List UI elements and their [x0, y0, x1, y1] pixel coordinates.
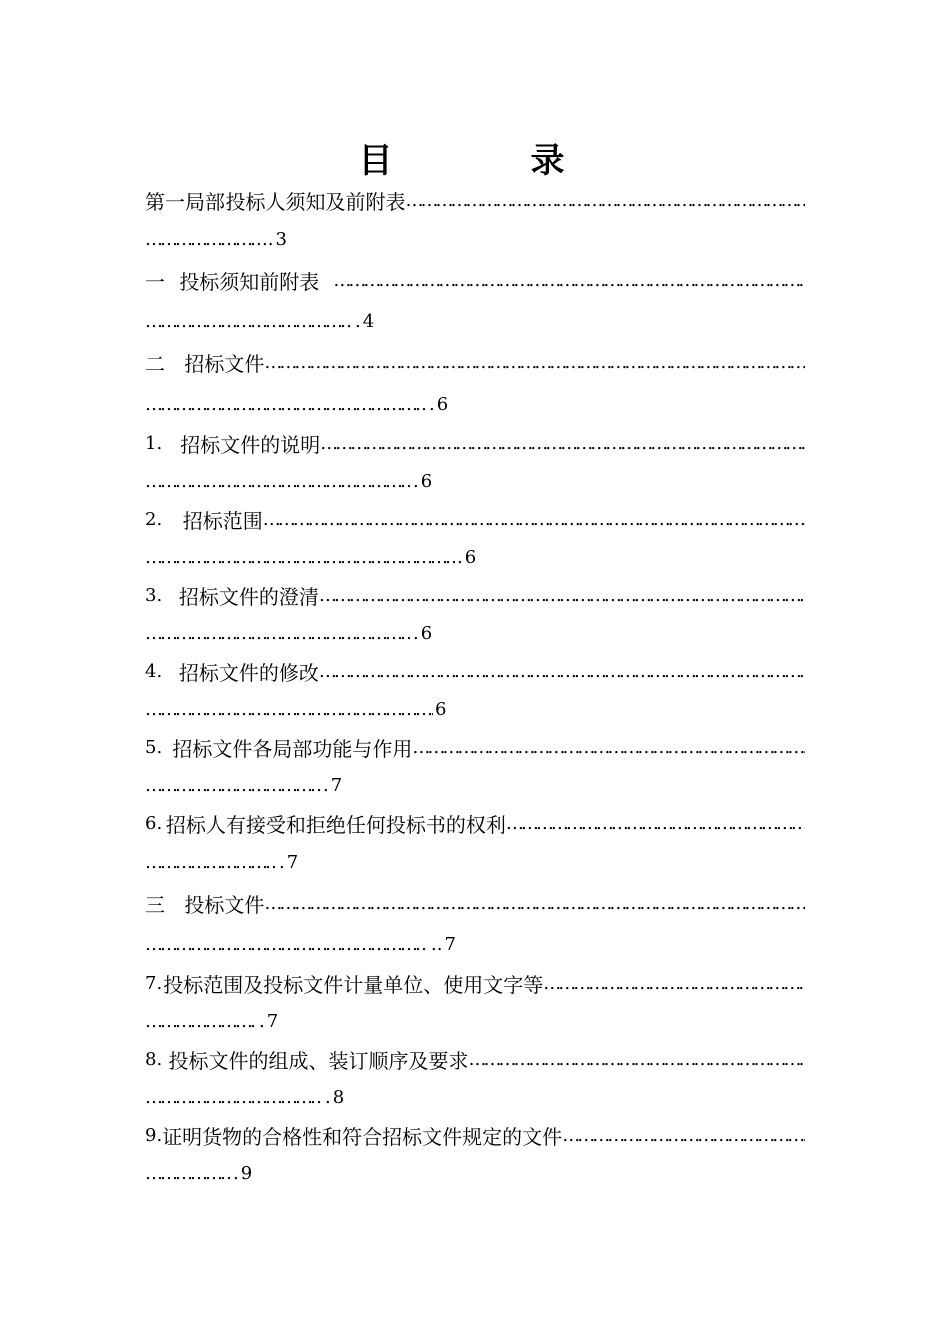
- dot-leader: [264, 352, 805, 373]
- toc-entry-label: 招标文件的说明: [180, 432, 321, 457]
- dot-leader: [145, 934, 429, 955]
- toc-page-number: 9: [240, 1162, 253, 1184]
- toc-page-number: 7: [286, 851, 299, 873]
- toc-entry[interactable]: [145, 1040, 805, 1116]
- toc-leader-tail: ..: [431, 933, 443, 955]
- toc-entry[interactable]: [145, 964, 805, 1040]
- toc-entry[interactable]: [145, 424, 805, 500]
- toc-leader-tail: .: [233, 1162, 239, 1184]
- page-title: 目 录: [358, 141, 617, 181]
- toc-page-number: 6: [436, 393, 449, 415]
- toc-leader-tail: .: [279, 851, 285, 873]
- dot-leader: [145, 394, 427, 415]
- toc-page-number: 7: [266, 1010, 279, 1032]
- toc-leader-tail: .: [259, 1010, 265, 1032]
- toc-page-number: 6: [435, 698, 447, 720]
- dot-leader: [145, 1087, 323, 1108]
- toc-page-number: 8: [332, 1086, 345, 1108]
- toc-leader-tail: .: [323, 774, 329, 796]
- dot-leader: [145, 1011, 257, 1032]
- dot-leader: [319, 661, 805, 682]
- toc-entry-label: 招标文件: [184, 351, 265, 376]
- toc-entry-number: 6.: [145, 812, 163, 834]
- toc-page-number: 6: [420, 470, 433, 492]
- toc-entry-label: 投标人须知及前附表: [225, 189, 406, 214]
- toc-entry-number: 1.: [145, 432, 163, 454]
- toc-entry-number: 一: [145, 269, 165, 294]
- dot-leader: [320, 433, 805, 454]
- toc-entry-number: 2.: [145, 508, 163, 530]
- toc-leader-tail: .: [429, 393, 435, 415]
- toc-leader-tail: ..: [262, 228, 274, 250]
- dot-leader: [145, 311, 353, 332]
- toc-entry-number: 二: [145, 351, 165, 376]
- toc-page-number: 3: [275, 228, 287, 250]
- toc-leader-tail: .: [413, 470, 419, 492]
- toc-entry-label: 投标文件: [184, 892, 265, 917]
- toc-entry[interactable]: [145, 258, 805, 340]
- toc-leader-tail: .: [457, 546, 463, 568]
- toc-entry-number: 第一局部: [145, 189, 225, 214]
- dot-leader: [145, 229, 260, 250]
- toc-entry[interactable]: [145, 340, 805, 424]
- dot-leader: [263, 509, 805, 530]
- toc-entry-label: 投标须知前附表: [179, 269, 320, 294]
- toc-entry[interactable]: [145, 804, 805, 882]
- dot-leader: [319, 585, 805, 606]
- toc-entry-number: 8.: [145, 1048, 163, 1070]
- toc-page-number: 6: [420, 622, 433, 644]
- toc-entry-label: 证明货物的合格性和符合招标文件规定的文件: [162, 1124, 563, 1149]
- dot-leader: [562, 1125, 805, 1146]
- dot-leader: [145, 471, 411, 492]
- toc-entry[interactable]: [145, 1116, 805, 1192]
- toc-page-number: 7: [330, 774, 343, 796]
- dot-leader: [145, 547, 455, 568]
- toc-leader-tail: .: [413, 622, 419, 644]
- toc-entry-number: 7.: [145, 972, 163, 994]
- toc-entry-label: 招标人有接受和拒绝任何投标书的权利: [165, 812, 506, 837]
- toc-entry[interactable]: [145, 576, 805, 652]
- dot-leader: [145, 623, 411, 644]
- toc-leader-tail: .: [355, 310, 361, 332]
- dot-leader: [412, 737, 805, 758]
- toc-leader-tail: .: [325, 1086, 331, 1108]
- toc-entry[interactable]: [145, 882, 805, 964]
- table-of-contents: [145, 180, 805, 1192]
- dot-leader: [406, 190, 806, 211]
- toc-entry-label: 招标文件各局部功能与作用: [172, 736, 413, 761]
- toc-entry-number: 4.: [145, 660, 163, 682]
- toc-entry-number: 5.: [145, 736, 163, 758]
- toc-entry-number: 3.: [145, 584, 163, 606]
- toc-page-number: 4: [362, 310, 375, 332]
- toc-page-number: 7: [444, 933, 456, 955]
- toc-entry[interactable]: [145, 652, 805, 728]
- toc-entry-label: 投标文件的组成、装订顺序及要求: [168, 1048, 469, 1073]
- toc-entry-label: 招标文件的澄清: [178, 584, 319, 609]
- dot-leader: [333, 270, 805, 291]
- dot-leader: [145, 699, 433, 720]
- toc-entry[interactable]: [145, 500, 805, 576]
- dot-leader: [145, 775, 321, 796]
- toc-entry-number: 三: [145, 892, 165, 917]
- dot-leader: [145, 852, 277, 873]
- dot-leader: [468, 1049, 805, 1070]
- toc-entry[interactable]: [145, 728, 805, 804]
- toc-entry[interactable]: [145, 180, 805, 258]
- toc-entry-label: 招标范围: [182, 508, 263, 533]
- toc-entry-label: 投标范围及投标文件计量单位、使用文字等: [163, 972, 544, 997]
- toc-entry-number: 9.: [145, 1124, 163, 1146]
- toc-entry-label: 招标文件的修改: [178, 660, 319, 685]
- dot-leader: [264, 893, 805, 914]
- dot-leader: [145, 1163, 231, 1184]
- toc-page-number: 6: [464, 546, 477, 568]
- dot-leader: [506, 813, 805, 834]
- dot-leader: [543, 973, 805, 994]
